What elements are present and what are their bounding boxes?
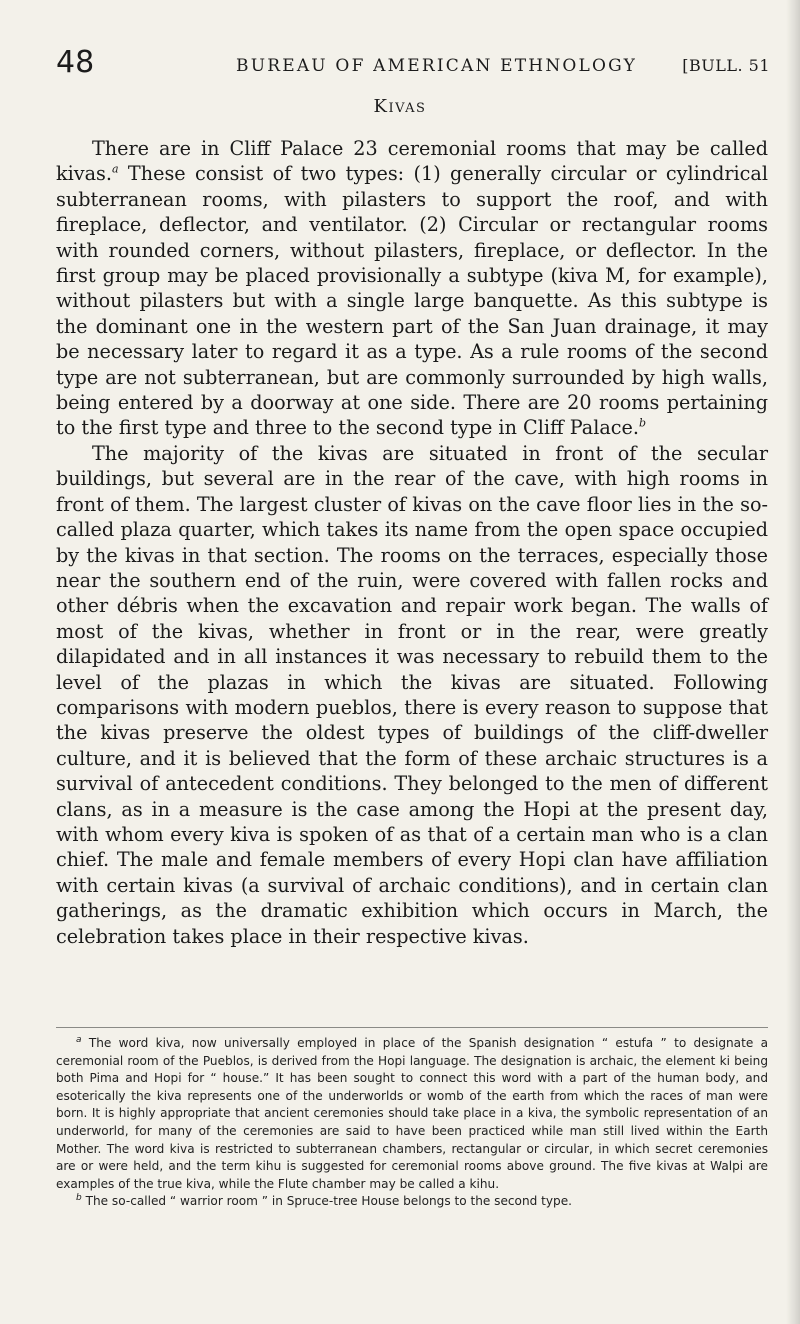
paragraph-1-opening: There are in Cliff Palace 23 ceremonial rooms that may be called kivas. <box>56 137 768 186</box>
footnote-ref-b[interactable]: b <box>638 417 647 431</box>
bulletin-number: [BULL. 51 <box>682 56 770 75</box>
running-title: BUREAU OF AMERICAN ETHNOLOGY <box>236 56 638 76</box>
footnote-ref-a[interactable]: a <box>112 163 119 177</box>
body-text <box>56 136 768 949</box>
footnote-a <box>56 1035 768 1193</box>
page-header <box>56 45 770 88</box>
footnote-b <box>56 1193 768 1211</box>
footnote-b-text: The so-called “ warrior room ” in Spruce-tree House belongs to the second type. <box>81 1194 572 1209</box>
paragraph-1-body: These consist of two types: (1) generally circular or cylindrical subterranean rooms, with pilasters to support the roof, and with fireplace, deflector, and ventilator. (2) Circular or rectangular rooms with rounded corners, without pilasters, fireplace, or deflector. In the first group may be placed provisionally a subtype (kiva M, for example), without pilasters but with a single large banquette. As this subtype is the dominant one in the western part of the San Juan drainage, it may be necessary later to regard it as a type. As a rule rooms of the second type are not subterranean, but are commonly surrounded by high walls, being entered by a doorway at one side. There are 20 rooms pertaining to the first type and three to the second type in Cliff Palace. <box>56 162 768 440</box>
paragraph-2: The majority of the kivas are situated in front of the secular buildings, but several are in the rear of the cave, with high rooms in front of them. The largest cluster of kivas on the cave floor lies in the so-called plaza quarter, which takes its name from the open space occupied by the kivas in that section. The rooms on the terraces, especially those near the southern end of the ruin, were covered with fallen rocks and other débris when the excavation and repair work began. The walls of most of the kivas, whether in front or in the rear, were greatly dilapidated and in all instances it was necessary to rebuild them to the level of the plazas in which the kivas are situated. Following comparisons with modern pueblos, there is every reason to suppose that the kivas preserve the oldest types of buildings of the cliff-dweller culture, and it is believed that the form of these archaic structures is a survival of antecedent conditions. They belonged to the men of different clans, as in a measure is the case among the Hopi at the present day, with whom every kiva is spoken of as that of a certain man who is a clan chief. The male and female members of every Hopi clan have affiliation with certain kivas (a survival of archaic conditions), and in certain clan gatherings, as the dramatic exhibition which occurs in March, the celebration takes place in their respective kivas. <box>56 441 768 948</box>
footnotes <box>56 1035 768 1211</box>
footnote-a-mark: a <box>76 1034 82 1045</box>
paragraph-1 <box>56 136 768 441</box>
section-heading: Kivas <box>373 96 427 117</box>
page-edge-shadow <box>786 0 800 1324</box>
page-number: 48 <box>56 45 95 80</box>
footnote-a-text: The word kiva, now universally employed in place of the Spanish designation “ estufa ” to designate a ceremonial room of the Pueblos, is derived from the Hopi language. The designation is archaic, the element ki being both Pima and Hopi for “ house.” It has been sought to connect this word with a part of the human body, and esoterically the kiva represents one of the underworlds or womb of the earth from which the races of man were born. It is highly appropriate that ancient ceremonies should take place in a kiva, the symbolic representation of an underworld, for many of the ceremonies are said to have been practiced while man still lived within the Earth Mother. The word kiva is restricted to subterranean chambers, rectangular or circular, in which secret ceremonies are or were held, and the term kihu is suggested for ceremonial rooms above ground. The five kivas at Walpi are examples of the true kiva, while the Flute chamber may be called a kihu. <box>56 1036 768 1191</box>
footnote-b-mark: b <box>76 1193 82 1204</box>
footnote-rule <box>56 1027 768 1028</box>
